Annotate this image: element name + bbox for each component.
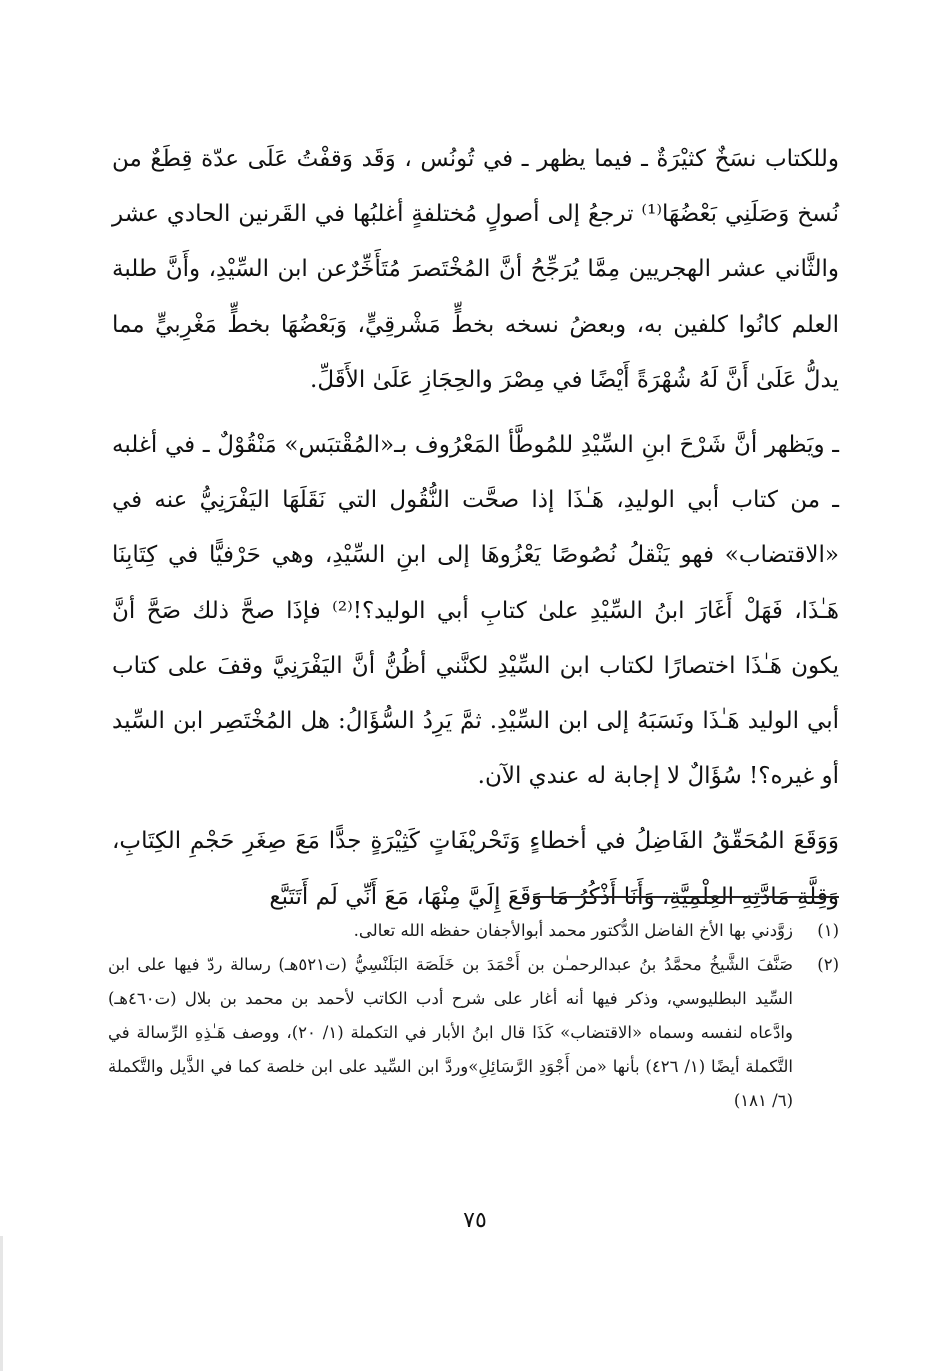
paragraph-1: وللكتاب نسَخٌ كثيْرَةٌ ـ فيما يظهر ـ في تُونُس ، وَقَد وَقفْتُ عَلَى عدّة قِطَعٌ من نُسخ وَصَلَنِي بَعْضُهَا⁽¹⁾ ترجعُ إلى أصولٍ مُختلفةٍ أغلبُها في القَرنين الحادي عشر والثَّاني عشر الهجريين مِمَّا يُرَجِّحُ أنَّ المُخْتَصرَ مُتَأَخِّرٌعن ابن السِّيْدِ، وأَنَّ طلبة العلم كانُوا كلفين به، وبعضُ نسخه بخطٍّ مَشْرقِيٍّ، وَبَعْضُهَا بخطٍّ مَغْرِبيٍّ مما يدلُّ عَلَىٰ أَنَّ لَهُ شُهْرَةً أَيْضًا في مِصْرَ والحِجَازِ عَلَىٰ الأَقَلِّ. [112, 146, 839, 393]
footnote-1 [108, 914, 839, 948]
paragraph-2: ـ ويَظهر أنَّ شَرْحَ ابنِ السِّيْدِ للمُوطَّأ المَعْرُوف بـ«المُقْتبَس» مَنْقُوْلٌ ـ في أغلبه ـ من كتاب أبي الوليدِ، هَـٰذَا إذا صحَّت النُّقُول التي نَقَلَهَا اليَفْرَنِيُّ عنه في «الاقتضاب» فهو يَنْقلُ نُصُوصًا يَعْزُوهَا إلى ابنِ السِّيْدِ، وهي حَرْفيًّا في كِتَابِنَا هَـٰذَا، فَهَلْ أَغَارَ ابنُ السِّيْدِ علىٰ كتابِ أبي الوليد؟!⁽²⁾ فإذَا صحَّ ذلك صَحَّ أنَّ يكون هَـٰذَا اختصارًا لكتاب ابن السِّيْدِ لكنَّني أظُنُّ أنَّ اليَفْرَنِيَّ وقفَ على كتاب أبي الوليد هَـٰذَا ونَسَبَهُ إلى ابن السِّيْدِ. ثمَّ يَرِدُ السُّؤَالُ: هل المُخْتَصِر ابن السِّيد أو غيره؟! سُؤَالٌ لا إجابة له عندي الآن. [112, 432, 839, 790]
page-number: ٧٥ [463, 1208, 487, 1233]
footnote-text: صَنَّفَ الشَّيخُ محمَّدُ بنُ عبدالرحمـٰن بن أَحْمَدَ بن خَلَصَة البَلَنْسِيُّ (ت٥٢١هـ) رسالة ردّ فيها على ابن السِّيد البطليوسي، وذكر فيها أنه أغار على شرح أدب الكاتب لأحمد بن محمد بن بلال (ت٤٦٠هـ) وادَّعاه لنفسه وسماه «الاقتضاب» كَذَا قال ابنُ الأبار في التكملة (١/ ٢٠)، ووصف هَـٰذِهِ الرِّسالة في التَّكملة أيضًا (١/ ٤٢٦) بأنها «من أَجْوَدِ الرَّسَائِلِ»وردَّ ابن السِّيد على ابن خلصة كما في الذَّيل والتَّكملة (٦/ ١٨١) [108, 955, 793, 1110]
footnote-text: زوَّدني بها الأخ الفاضل الدُّكتور محمد أبوالأجفان حفظه الله تعالى. [353, 921, 793, 940]
footnote-2 [108, 948, 839, 1118]
footnotes-section [108, 914, 839, 1118]
scan-edge-shadow [0, 1236, 3, 1371]
paragraph-3: وَوَقَعَ المُحَقّقُ الفَاضِلُ في أخطاءٍ وَتَحْريْفَاتٍ كَثِيْرَةٍ جدًّا مَعَ صِغَرِ حَجْمِ الكِتَابِ، وَقِلَّةِ مَادَّتِهِ العِلْمِيَّةِ، وَأَنَا أَذْكُرُ مَا وَقَعَ إِلَيَّ مِنْهَا، مَعَ أَنِّي لَم أَتَتَبَّع [112, 828, 839, 910]
footnote-divider [533, 896, 839, 898]
footnote-number: (١) [817, 921, 839, 940]
footnote-number: (٢) [817, 955, 839, 974]
main-text-body [112, 132, 839, 925]
